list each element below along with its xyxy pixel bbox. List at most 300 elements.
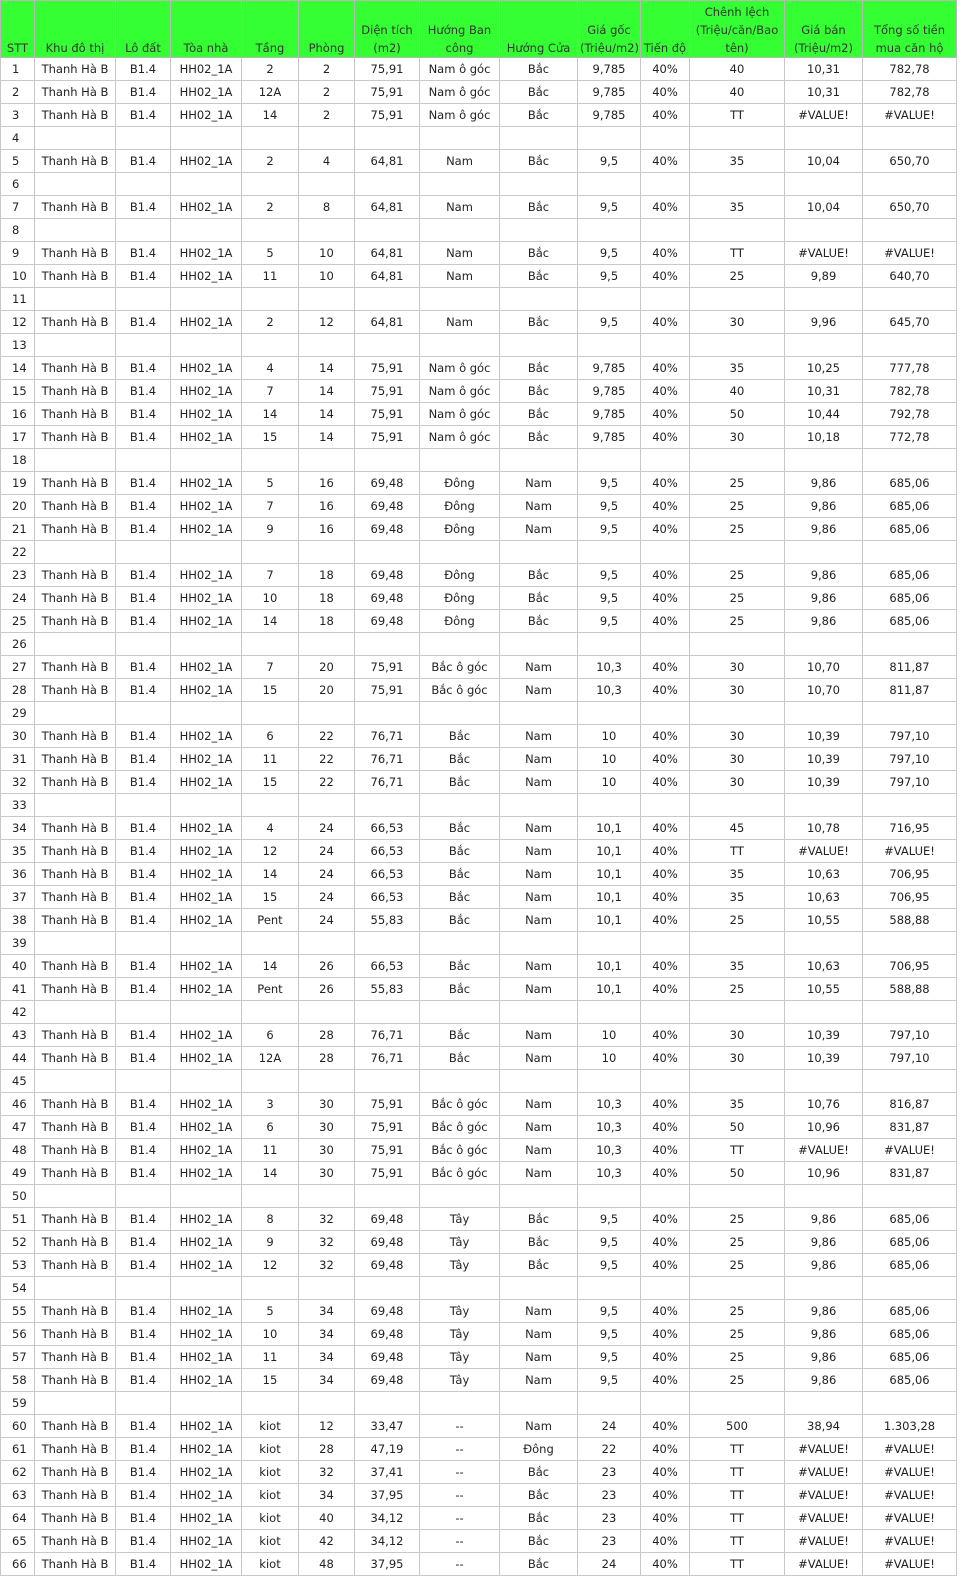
header-toa-nha: Tòa nhà	[171, 1, 242, 58]
cell-huong-ban-cong: Đông	[420, 564, 500, 587]
cell-tien-do: 40%	[641, 1323, 690, 1346]
cell-khu-do-thi: Thanh Hà B	[35, 1024, 116, 1047]
cell-dien-tich	[355, 288, 420, 311]
cell-tong-so-tien: 650,70	[863, 150, 957, 173]
cell-tien-do: 40%	[641, 495, 690, 518]
table-row	[1, 1093, 957, 1116]
cell-gia-ban	[785, 702, 863, 725]
cell-gia-goc: 10,1	[578, 909, 641, 932]
cell-gia-ban	[785, 288, 863, 311]
cell-huong-ban-cong: Nam	[420, 311, 500, 334]
cell-gia-goc: 9,5	[578, 1346, 641, 1369]
table-row	[1, 219, 957, 242]
cell-huong-cua: Nam	[500, 817, 578, 840]
table-row	[1, 1024, 957, 1047]
cell-dien-tich: 34,12	[355, 1530, 420, 1553]
cell-khu-do-thi	[35, 702, 116, 725]
cell-tong-so-tien: #VALUE!	[863, 1530, 957, 1553]
cell-gia-goc: 9,785	[578, 357, 641, 380]
cell-stt: 62	[1, 1461, 35, 1484]
cell-gia-ban	[785, 449, 863, 472]
cell-chenh-lech	[690, 1277, 785, 1300]
cell-huong-ban-cong	[420, 334, 500, 357]
table-row	[1, 495, 957, 518]
cell-khu-do-thi: Thanh Hà B	[35, 426, 116, 449]
cell-toa-nha: HH02_1A	[171, 495, 242, 518]
cell-stt: 27	[1, 656, 35, 679]
cell-dien-tich: 75,91	[355, 104, 420, 127]
cell-phong	[299, 449, 355, 472]
cell-phong: 24	[299, 909, 355, 932]
cell-huong-ban-cong: --	[420, 1530, 500, 1553]
table-row	[1, 1484, 957, 1507]
cell-khu-do-thi: Thanh Hà B	[35, 1300, 116, 1323]
cell-dien-tich: 66,53	[355, 840, 420, 863]
table-row	[1, 1300, 957, 1323]
cell-huong-ban-cong: Bắc	[420, 1047, 500, 1070]
cell-stt: 17	[1, 426, 35, 449]
cell-gia-goc: 10	[578, 771, 641, 794]
cell-chenh-lech: 25	[690, 1323, 785, 1346]
cell-lo-dat: B1.4	[116, 656, 171, 679]
cell-stt: 51	[1, 1208, 35, 1231]
cell-huong-cua	[500, 633, 578, 656]
cell-huong-ban-cong: Bắc ô góc	[420, 1162, 500, 1185]
cell-phong: 34	[299, 1484, 355, 1507]
table-row	[1, 679, 957, 702]
cell-gia-goc: 9,5	[578, 1208, 641, 1231]
cell-lo-dat: B1.4	[116, 1231, 171, 1254]
cell-tang: 12	[242, 840, 299, 863]
cell-tien-do: 40%	[641, 1530, 690, 1553]
cell-stt: 7	[1, 196, 35, 219]
cell-gia-ban: 10,55	[785, 978, 863, 1001]
cell-lo-dat: B1.4	[116, 955, 171, 978]
cell-gia-ban: 10,44	[785, 403, 863, 426]
cell-huong-ban-cong	[420, 1185, 500, 1208]
cell-toa-nha	[171, 288, 242, 311]
cell-dien-tich	[355, 541, 420, 564]
cell-khu-do-thi: Thanh Hà B	[35, 81, 116, 104]
cell-dien-tich: 64,81	[355, 265, 420, 288]
cell-toa-nha	[171, 794, 242, 817]
cell-khu-do-thi: Thanh Hà B	[35, 955, 116, 978]
cell-gia-goc: 10	[578, 725, 641, 748]
table-row	[1, 357, 957, 380]
cell-gia-ban: #VALUE!	[785, 840, 863, 863]
cell-tien-do: 40%	[641, 840, 690, 863]
cell-lo-dat: B1.4	[116, 495, 171, 518]
cell-huong-cua: Nam	[500, 1047, 578, 1070]
cell-huong-ban-cong: Bắc	[420, 817, 500, 840]
cell-toa-nha	[171, 449, 242, 472]
cell-gia-ban: 10,55	[785, 909, 863, 932]
cell-toa-nha: HH02_1A	[171, 104, 242, 127]
cell-gia-goc: 10,1	[578, 817, 641, 840]
cell-gia-ban	[785, 794, 863, 817]
cell-tong-so-tien: 685,06	[863, 1208, 957, 1231]
cell-dien-tich	[355, 1070, 420, 1093]
cell-tien-do: 40%	[641, 1438, 690, 1461]
cell-khu-do-thi: Thanh Hà B	[35, 863, 116, 886]
cell-huong-ban-cong: --	[420, 1507, 500, 1530]
cell-gia-ban: 9,86	[785, 564, 863, 587]
cell-tang	[242, 702, 299, 725]
cell-chenh-lech: 25	[690, 909, 785, 932]
table-row	[1, 127, 957, 150]
cell-toa-nha: HH02_1A	[171, 1346, 242, 1369]
cell-stt: 49	[1, 1162, 35, 1185]
cell-khu-do-thi: Thanh Hà B	[35, 1484, 116, 1507]
cell-chenh-lech: 30	[690, 1047, 785, 1070]
cell-tien-do: 40%	[641, 242, 690, 265]
cell-stt: 22	[1, 541, 35, 564]
cell-toa-nha: HH02_1A	[171, 725, 242, 748]
cell-toa-nha: HH02_1A	[171, 1254, 242, 1277]
cell-huong-cua: Nam	[500, 656, 578, 679]
cell-tien-do: 40%	[641, 978, 690, 1001]
cell-phong	[299, 173, 355, 196]
cell-tang: 4	[242, 817, 299, 840]
cell-huong-cua: Bắc	[500, 1553, 578, 1576]
cell-phong: 20	[299, 679, 355, 702]
cell-phong: 34	[299, 1369, 355, 1392]
cell-chenh-lech: 35	[690, 886, 785, 909]
cell-tien-do: 40%	[641, 311, 690, 334]
cell-lo-dat: B1.4	[116, 104, 171, 127]
cell-gia-goc: 9,5	[578, 587, 641, 610]
cell-huong-cua: Bắc	[500, 58, 578, 81]
cell-tang	[242, 127, 299, 150]
cell-huong-ban-cong: Nam ô góc	[420, 58, 500, 81]
cell-gia-goc	[578, 1001, 641, 1024]
cell-lo-dat: B1.4	[116, 863, 171, 886]
cell-stt: 38	[1, 909, 35, 932]
cell-stt: 53	[1, 1254, 35, 1277]
table-row	[1, 978, 957, 1001]
cell-tang	[242, 334, 299, 357]
cell-huong-ban-cong: Đông	[420, 610, 500, 633]
cell-huong-cua: Bắc	[500, 1231, 578, 1254]
cell-lo-dat	[116, 541, 171, 564]
cell-phong	[299, 1392, 355, 1415]
cell-toa-nha	[171, 1185, 242, 1208]
cell-tong-so-tien: #VALUE!	[863, 1461, 957, 1484]
cell-tong-so-tien: 645,70	[863, 311, 957, 334]
table-row	[1, 1369, 957, 1392]
cell-stt: 23	[1, 564, 35, 587]
cell-huong-cua: Nam	[500, 1300, 578, 1323]
cell-lo-dat: B1.4	[116, 1346, 171, 1369]
cell-huong-ban-cong: Tây	[420, 1231, 500, 1254]
cell-phong: 20	[299, 656, 355, 679]
header-gia-goc: Giá gốc (Triệu/m2)	[578, 1, 641, 58]
cell-gia-goc: 9,5	[578, 265, 641, 288]
cell-tang	[242, 541, 299, 564]
cell-khu-do-thi: Thanh Hà B	[35, 564, 116, 587]
cell-stt: 11	[1, 288, 35, 311]
table-row	[1, 1415, 957, 1438]
cell-chenh-lech: 25	[690, 564, 785, 587]
cell-khu-do-thi: Thanh Hà B	[35, 518, 116, 541]
cell-gia-ban: 10,63	[785, 955, 863, 978]
cell-stt: 9	[1, 242, 35, 265]
cell-dien-tich	[355, 1001, 420, 1024]
cell-chenh-lech: TT	[690, 1438, 785, 1461]
cell-phong: 48	[299, 1553, 355, 1576]
cell-phong	[299, 1070, 355, 1093]
table-row	[1, 173, 957, 196]
cell-dien-tich: 34,12	[355, 1507, 420, 1530]
cell-chenh-lech: TT	[690, 104, 785, 127]
cell-huong-ban-cong: Tây	[420, 1369, 500, 1392]
cell-huong-ban-cong: Bắc	[420, 886, 500, 909]
cell-gia-goc: 10,3	[578, 1139, 641, 1162]
cell-lo-dat: B1.4	[116, 311, 171, 334]
cell-toa-nha: HH02_1A	[171, 81, 242, 104]
cell-tang: 14	[242, 610, 299, 633]
cell-tong-so-tien: 782,78	[863, 380, 957, 403]
cell-gia-ban: #VALUE!	[785, 1438, 863, 1461]
cell-chenh-lech: 30	[690, 656, 785, 679]
cell-gia-ban: #VALUE!	[785, 1461, 863, 1484]
table-row	[1, 1001, 957, 1024]
cell-toa-nha	[171, 633, 242, 656]
cell-huong-cua: Bắc	[500, 1254, 578, 1277]
cell-gia-goc	[578, 794, 641, 817]
cell-gia-ban: 10,25	[785, 357, 863, 380]
cell-phong	[299, 288, 355, 311]
cell-gia-ban: 10,39	[785, 748, 863, 771]
cell-gia-ban: #VALUE!	[785, 104, 863, 127]
cell-chenh-lech: 45	[690, 817, 785, 840]
table-row	[1, 311, 957, 334]
cell-chenh-lech: 25	[690, 1369, 785, 1392]
cell-chenh-lech	[690, 1001, 785, 1024]
cell-dien-tich: 64,81	[355, 242, 420, 265]
cell-tien-do: 40%	[641, 1047, 690, 1070]
cell-huong-cua: Bắc	[500, 265, 578, 288]
cell-tang: kiot	[242, 1438, 299, 1461]
cell-gia-ban: #VALUE!	[785, 1484, 863, 1507]
cell-chenh-lech	[690, 932, 785, 955]
cell-huong-cua: Bắc	[500, 150, 578, 173]
cell-stt: 60	[1, 1415, 35, 1438]
cell-khu-do-thi: Thanh Hà B	[35, 1553, 116, 1576]
cell-tong-so-tien: #VALUE!	[863, 1139, 957, 1162]
cell-chenh-lech: 25	[690, 265, 785, 288]
cell-tong-so-tien	[863, 1185, 957, 1208]
cell-khu-do-thi	[35, 288, 116, 311]
cell-gia-goc: 9,5	[578, 242, 641, 265]
cell-lo-dat: B1.4	[116, 1323, 171, 1346]
table-row	[1, 1438, 957, 1461]
cell-dien-tich: 69,48	[355, 518, 420, 541]
cell-lo-dat: B1.4	[116, 380, 171, 403]
cell-huong-ban-cong	[420, 794, 500, 817]
cell-toa-nha	[171, 702, 242, 725]
cell-huong-cua	[500, 932, 578, 955]
cell-huong-cua	[500, 702, 578, 725]
cell-khu-do-thi: Thanh Hà B	[35, 150, 116, 173]
cell-gia-goc: 10,1	[578, 978, 641, 1001]
cell-khu-do-thi: Thanh Hà B	[35, 1507, 116, 1530]
cell-toa-nha: HH02_1A	[171, 1369, 242, 1392]
cell-chenh-lech	[690, 288, 785, 311]
cell-chenh-lech: 30	[690, 1024, 785, 1047]
cell-khu-do-thi: Thanh Hà B	[35, 1461, 116, 1484]
cell-phong: 18	[299, 564, 355, 587]
cell-tien-do: 40%	[641, 1300, 690, 1323]
cell-huong-cua: Bắc	[500, 242, 578, 265]
table-row	[1, 426, 957, 449]
cell-huong-ban-cong: Đông	[420, 587, 500, 610]
cell-gia-goc: 10,1	[578, 886, 641, 909]
cell-tang: 3	[242, 1093, 299, 1116]
cell-stt: 21	[1, 518, 35, 541]
cell-tang: 7	[242, 495, 299, 518]
cell-lo-dat: B1.4	[116, 1024, 171, 1047]
cell-tien-do: 40%	[641, 403, 690, 426]
cell-gia-goc: 10	[578, 748, 641, 771]
cell-dien-tich: 75,91	[355, 81, 420, 104]
cell-phong: 2	[299, 58, 355, 81]
cell-gia-goc: 9,5	[578, 495, 641, 518]
cell-phong: 18	[299, 587, 355, 610]
cell-gia-goc: 9,5	[578, 564, 641, 587]
cell-chenh-lech: 40	[690, 58, 785, 81]
cell-chenh-lech: 25	[690, 1346, 785, 1369]
cell-tong-so-tien: 685,06	[863, 518, 957, 541]
cell-gia-goc: 10,3	[578, 679, 641, 702]
cell-dien-tich: 33,47	[355, 1415, 420, 1438]
cell-dien-tich: 69,48	[355, 1208, 420, 1231]
cell-tien-do	[641, 1070, 690, 1093]
cell-chenh-lech: 35	[690, 150, 785, 173]
cell-stt: 25	[1, 610, 35, 633]
cell-stt: 59	[1, 1392, 35, 1415]
cell-lo-dat	[116, 932, 171, 955]
table-row	[1, 909, 957, 932]
cell-chenh-lech: 25	[690, 1254, 785, 1277]
table-row	[1, 1346, 957, 1369]
cell-stt: 41	[1, 978, 35, 1001]
table-row	[1, 748, 957, 771]
cell-huong-cua: Nam	[500, 955, 578, 978]
cell-gia-ban: 10,39	[785, 725, 863, 748]
cell-stt: 1	[1, 58, 35, 81]
cell-dien-tich: 66,53	[355, 955, 420, 978]
cell-khu-do-thi: Thanh Hà B	[35, 1530, 116, 1553]
cell-toa-nha: HH02_1A	[171, 311, 242, 334]
cell-dien-tich: 69,48	[355, 1300, 420, 1323]
cell-huong-ban-cong: Bắc	[420, 978, 500, 1001]
table-row	[1, 1507, 957, 1530]
cell-chenh-lech: 35	[690, 357, 785, 380]
cell-dien-tich: 75,91	[355, 380, 420, 403]
cell-khu-do-thi: Thanh Hà B	[35, 1139, 116, 1162]
cell-phong: 30	[299, 1116, 355, 1139]
cell-huong-ban-cong: Nam	[420, 196, 500, 219]
cell-tien-do: 40%	[641, 587, 690, 610]
cell-huong-cua: Nam	[500, 886, 578, 909]
cell-stt: 20	[1, 495, 35, 518]
cell-tong-so-tien: 685,06	[863, 1254, 957, 1277]
cell-dien-tich	[355, 794, 420, 817]
header-phong: Phòng	[299, 1, 355, 58]
cell-tong-so-tien: 831,87	[863, 1162, 957, 1185]
cell-tien-do	[641, 1392, 690, 1415]
cell-gia-goc: 9,5	[578, 150, 641, 173]
cell-gia-ban: 9,89	[785, 265, 863, 288]
cell-chenh-lech	[690, 541, 785, 564]
cell-khu-do-thi: Thanh Hà B	[35, 1438, 116, 1461]
cell-toa-nha: HH02_1A	[171, 196, 242, 219]
cell-tang: kiot	[242, 1530, 299, 1553]
cell-lo-dat: B1.4	[116, 1415, 171, 1438]
cell-dien-tich: 69,48	[355, 1346, 420, 1369]
cell-gia-ban	[785, 334, 863, 357]
cell-gia-goc	[578, 633, 641, 656]
cell-khu-do-thi	[35, 173, 116, 196]
cell-lo-dat: B1.4	[116, 1438, 171, 1461]
cell-gia-goc: 10,3	[578, 1093, 641, 1116]
cell-khu-do-thi	[35, 334, 116, 357]
table-row	[1, 817, 957, 840]
cell-phong: 8	[299, 196, 355, 219]
cell-tong-so-tien: #VALUE!	[863, 242, 957, 265]
cell-stt: 26	[1, 633, 35, 656]
cell-phong: 18	[299, 610, 355, 633]
cell-chenh-lech	[690, 1185, 785, 1208]
cell-dien-tich: 64,81	[355, 311, 420, 334]
cell-stt: 43	[1, 1024, 35, 1047]
cell-tong-so-tien	[863, 1392, 957, 1415]
cell-tang: 14	[242, 863, 299, 886]
cell-stt: 42	[1, 1001, 35, 1024]
cell-tien-do: 40%	[641, 1139, 690, 1162]
cell-tang: 15	[242, 886, 299, 909]
cell-gia-ban: 10,39	[785, 1024, 863, 1047]
cell-khu-do-thi: Thanh Hà B	[35, 840, 116, 863]
cell-tong-so-tien	[863, 794, 957, 817]
cell-khu-do-thi: Thanh Hà B	[35, 357, 116, 380]
table-row	[1, 1047, 957, 1070]
cell-gia-goc: 10,1	[578, 955, 641, 978]
cell-stt: 3	[1, 104, 35, 127]
table-row	[1, 932, 957, 955]
cell-toa-nha	[171, 1070, 242, 1093]
cell-stt: 63	[1, 1484, 35, 1507]
cell-dien-tich: 37,95	[355, 1484, 420, 1507]
cell-huong-cua: Bắc	[500, 1461, 578, 1484]
cell-huong-ban-cong: Nam ô góc	[420, 426, 500, 449]
table-row	[1, 1070, 957, 1093]
table-row	[1, 1553, 957, 1576]
cell-stt: 13	[1, 334, 35, 357]
cell-tong-so-tien: 797,10	[863, 1047, 957, 1070]
cell-chenh-lech	[690, 449, 785, 472]
table-row	[1, 1139, 957, 1162]
cell-lo-dat: B1.4	[116, 679, 171, 702]
cell-toa-nha	[171, 219, 242, 242]
cell-chenh-lech	[690, 219, 785, 242]
cell-tang: kiot	[242, 1415, 299, 1438]
cell-toa-nha: HH02_1A	[171, 771, 242, 794]
cell-phong	[299, 1001, 355, 1024]
cell-lo-dat: B1.4	[116, 426, 171, 449]
cell-gia-ban: 10,04	[785, 150, 863, 173]
